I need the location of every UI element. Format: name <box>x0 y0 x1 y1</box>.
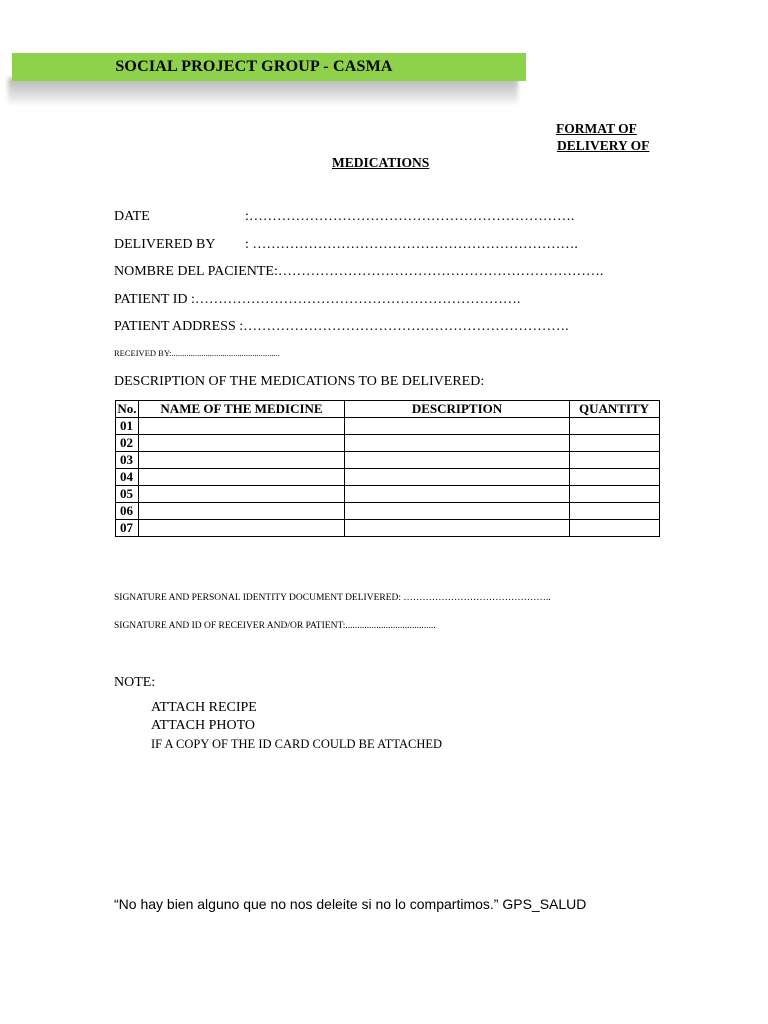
description-heading: DESCRIPTION OF THE MEDICATIONS TO BE DELIVERED: <box>114 374 485 389</box>
banner-shadow <box>8 78 518 104</box>
note-item-attach-id-copy <box>138 737 442 752</box>
row-number: 03 <box>116 452 139 469</box>
medications-table <box>115 400 660 537</box>
quantity-cell[interactable] <box>570 452 660 469</box>
description-cell[interactable] <box>345 486 570 503</box>
description-cell[interactable] <box>345 435 570 452</box>
row-number: 05 <box>116 486 139 503</box>
format-title-line-1: FORMAT OF <box>556 121 637 136</box>
footer-quote: “No hay bien alguno que no nos deleite si no lo compartimos.” GPS_SALUD <box>114 896 587 912</box>
medicine-name-cell[interactable] <box>139 520 345 537</box>
quantity-cell[interactable] <box>570 435 660 452</box>
row-number: 07 <box>116 520 139 537</box>
received-by-field: RECEIVED BY:................................................... <box>114 348 280 358</box>
header-description: DESCRIPTION <box>345 401 570 418</box>
note-label: NOTE: <box>114 675 156 690</box>
medicine-name-cell[interactable] <box>139 503 345 520</box>
quantity-cell[interactable] <box>570 469 660 486</box>
row-number: 04 <box>116 469 139 486</box>
header-banner <box>12 53 526 81</box>
medicine-name-cell[interactable] <box>139 469 345 486</box>
header-no: No. <box>117 401 137 416</box>
receiver-signature-field: SIGNATURE AND ID OF RECEIVER AND/OR PATIENT:...................................... <box>114 621 436 631</box>
quantity-cell[interactable] <box>570 486 660 503</box>
description-cell[interactable] <box>345 520 570 537</box>
row-number: 01 <box>116 418 139 435</box>
quantity-cell[interactable] <box>570 520 660 537</box>
medicine-name-cell[interactable] <box>139 452 345 469</box>
row-number: 06 <box>116 503 139 520</box>
medicine-name-cell[interactable] <box>139 435 345 452</box>
table-row <box>116 469 660 486</box>
date-label: DATE <box>114 209 150 224</box>
organization-title: SOCIAL PROJECT GROUP - CASMA <box>115 58 393 75</box>
header-medicine-name: NAME OF THE MEDICINE <box>139 401 345 418</box>
patient-address-field: PATIENT ADDRESS :……………………………………………………………. <box>114 319 569 334</box>
table-row <box>116 486 660 503</box>
medicine-name-cell[interactable] <box>139 418 345 435</box>
date-field: :……………………………………………………………. <box>245 209 575 224</box>
note-item-attach-recipe <box>138 700 257 716</box>
description-cell[interactable] <box>345 452 570 469</box>
note-item-label: ATTACH PHOTO <box>151 718 256 733</box>
table-row <box>116 452 660 469</box>
table-header-row <box>116 401 660 418</box>
table-row <box>116 418 660 435</box>
description-cell[interactable] <box>345 503 570 520</box>
note-item-label: IF A COPY OF THE ID CARD COULD BE ATTACHED <box>151 737 443 751</box>
header-quantity: QUANTITY <box>570 401 660 418</box>
table-row <box>116 503 660 520</box>
quantity-cell[interactable] <box>570 418 660 435</box>
delivered-by-field: : ……………………………………………………………. <box>245 237 578 252</box>
row-number: 02 <box>116 435 139 452</box>
format-title-line-2: DELIVERY OF <box>557 138 650 153</box>
description-cell[interactable] <box>345 469 570 486</box>
format-title-line-3: MEDICATIONS <box>332 155 430 170</box>
table-row <box>116 435 660 452</box>
note-item-label: ATTACH RECIPE <box>151 700 257 715</box>
medicine-name-cell[interactable] <box>139 486 345 503</box>
delivered-signature-field: SIGNATURE AND PERSONAL IDENTITY DOCUMENT DELIVERED: ……………………………………….. <box>114 593 551 603</box>
quantity-cell[interactable] <box>570 503 660 520</box>
description-cell[interactable] <box>345 418 570 435</box>
patient-name-field: NOMBRE DEL PACIENTE:……………………………………………………………. <box>114 264 604 279</box>
patient-id-field: PATIENT ID :……………………………………………………………. <box>114 292 521 307</box>
delivered-by-label: DELIVERED BY <box>114 237 216 252</box>
table-row <box>116 520 660 537</box>
note-item-attach-photo <box>138 718 255 734</box>
